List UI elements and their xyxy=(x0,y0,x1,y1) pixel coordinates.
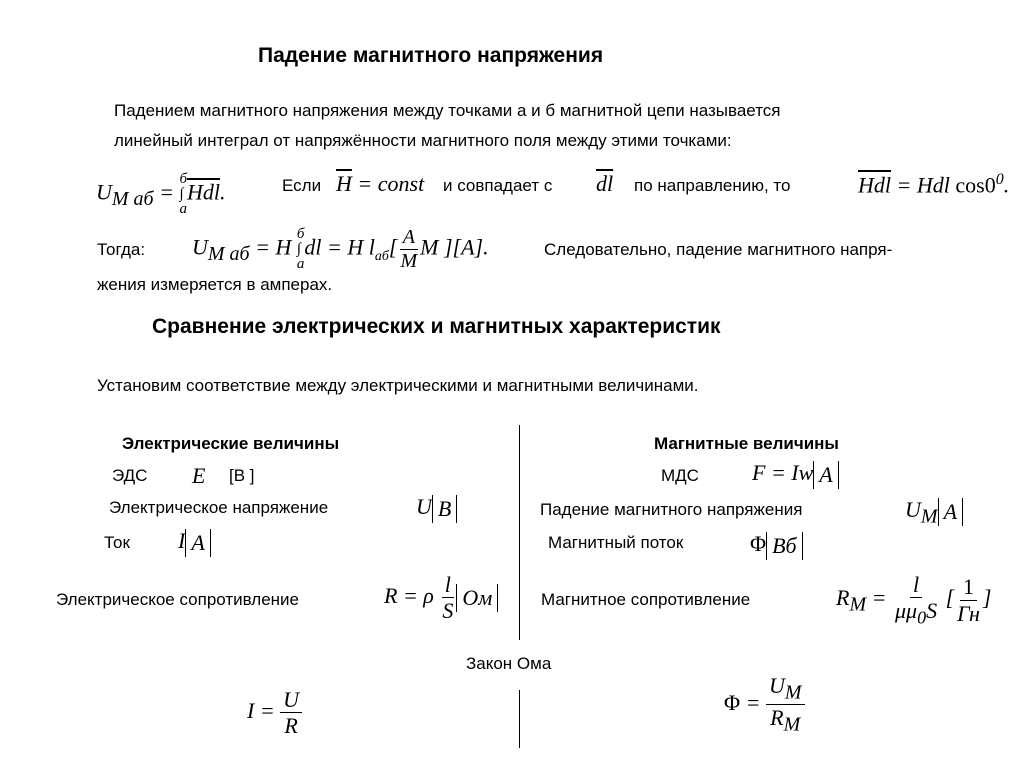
current-label: Ток xyxy=(104,533,130,552)
if-label: Если xyxy=(282,176,322,195)
flux-label: Магнитный поток xyxy=(548,533,684,552)
magnetic-drop-label: Падение магнитного напряжения xyxy=(540,500,803,519)
direction-label: по направлению, то xyxy=(634,176,791,195)
and-coincides-label: и совпадает с xyxy=(443,176,553,195)
resistance-formula: R = ρ $\frac{l}{S}$ Oм xyxy=(384,572,498,624)
dl-vector: $\overline{dl}$ xyxy=(596,171,614,196)
emf-unit: [В ] xyxy=(229,466,255,485)
dot-product-formula: $\overline{H}\overline{dl}$ = Hdl $\cos 0^0$. xyxy=(858,171,1010,198)
ohm-law-electric: I = $\frac{U}{R}$ xyxy=(247,687,302,739)
definition-line-1: Падением магнитного напряжения между точками а и б магнитной цепи называется xyxy=(114,101,781,120)
voltage-formula: U B xyxy=(416,494,457,523)
magnetic-drop-formula: $U_M$ A xyxy=(905,497,963,528)
magnetic-resistance-formula: $R_M$ = $\frac{l}{\mu\mu_0S}$ [ $\frac{1}{Гн}$ ] xyxy=(836,572,992,628)
integral-formula: $U_{М аб}$ = б ∫ а $\overline{H}\overline{dl}$. xyxy=(96,171,226,217)
ohm-law-magnetic: Φ = $\frac{U_M}{R_M}$ xyxy=(724,673,805,737)
voltage-drop-formula: $U_{М аб} = H$ б ∫ а dl = H $l_{аб}$[ $\frac{A}{M}$ M ][A]. xyxy=(192,226,489,272)
page-title: Падение магнитного напряжения xyxy=(258,44,604,67)
current-formula: I A xyxy=(178,528,211,557)
flux-formula: Φ Bб xyxy=(750,531,803,560)
ohm-law-label: Закон Ома xyxy=(466,654,552,673)
mmf-formula: F = Iw A xyxy=(752,460,839,489)
conclusion-line-1: Следовательно, падение магнитного напря- xyxy=(544,240,893,259)
electric-header: Электрические величины xyxy=(122,434,340,453)
magnetic-resistance-label: Магнитное сопротивление xyxy=(541,590,751,609)
emf-label: ЭДС xyxy=(112,466,148,485)
magnetic-header: Магнитные величины xyxy=(654,434,839,453)
resistance-label: Электрическое сопротивление xyxy=(56,590,299,609)
voltage-label: Электрическое напряжение xyxy=(109,498,329,517)
section-title: Сравнение электрических и магнитных характеристик xyxy=(152,315,721,338)
emf-symbol: E xyxy=(192,463,206,488)
section-intro: Установим соответствие между электрическими и магнитными величинами. xyxy=(97,376,699,395)
definition-line-2: линейный интеграл от напряжённости магнитного поля между этими точками: xyxy=(114,131,732,150)
conclusion-line-2: жения измеряется в амперах. xyxy=(97,275,333,294)
column-divider-bottom xyxy=(519,690,520,748)
mmf-label: МДС xyxy=(661,466,699,485)
h-const-formula: $\overline{H}$ = const xyxy=(336,171,425,196)
column-divider xyxy=(519,425,520,640)
then-label: Тогда: xyxy=(97,240,146,259)
